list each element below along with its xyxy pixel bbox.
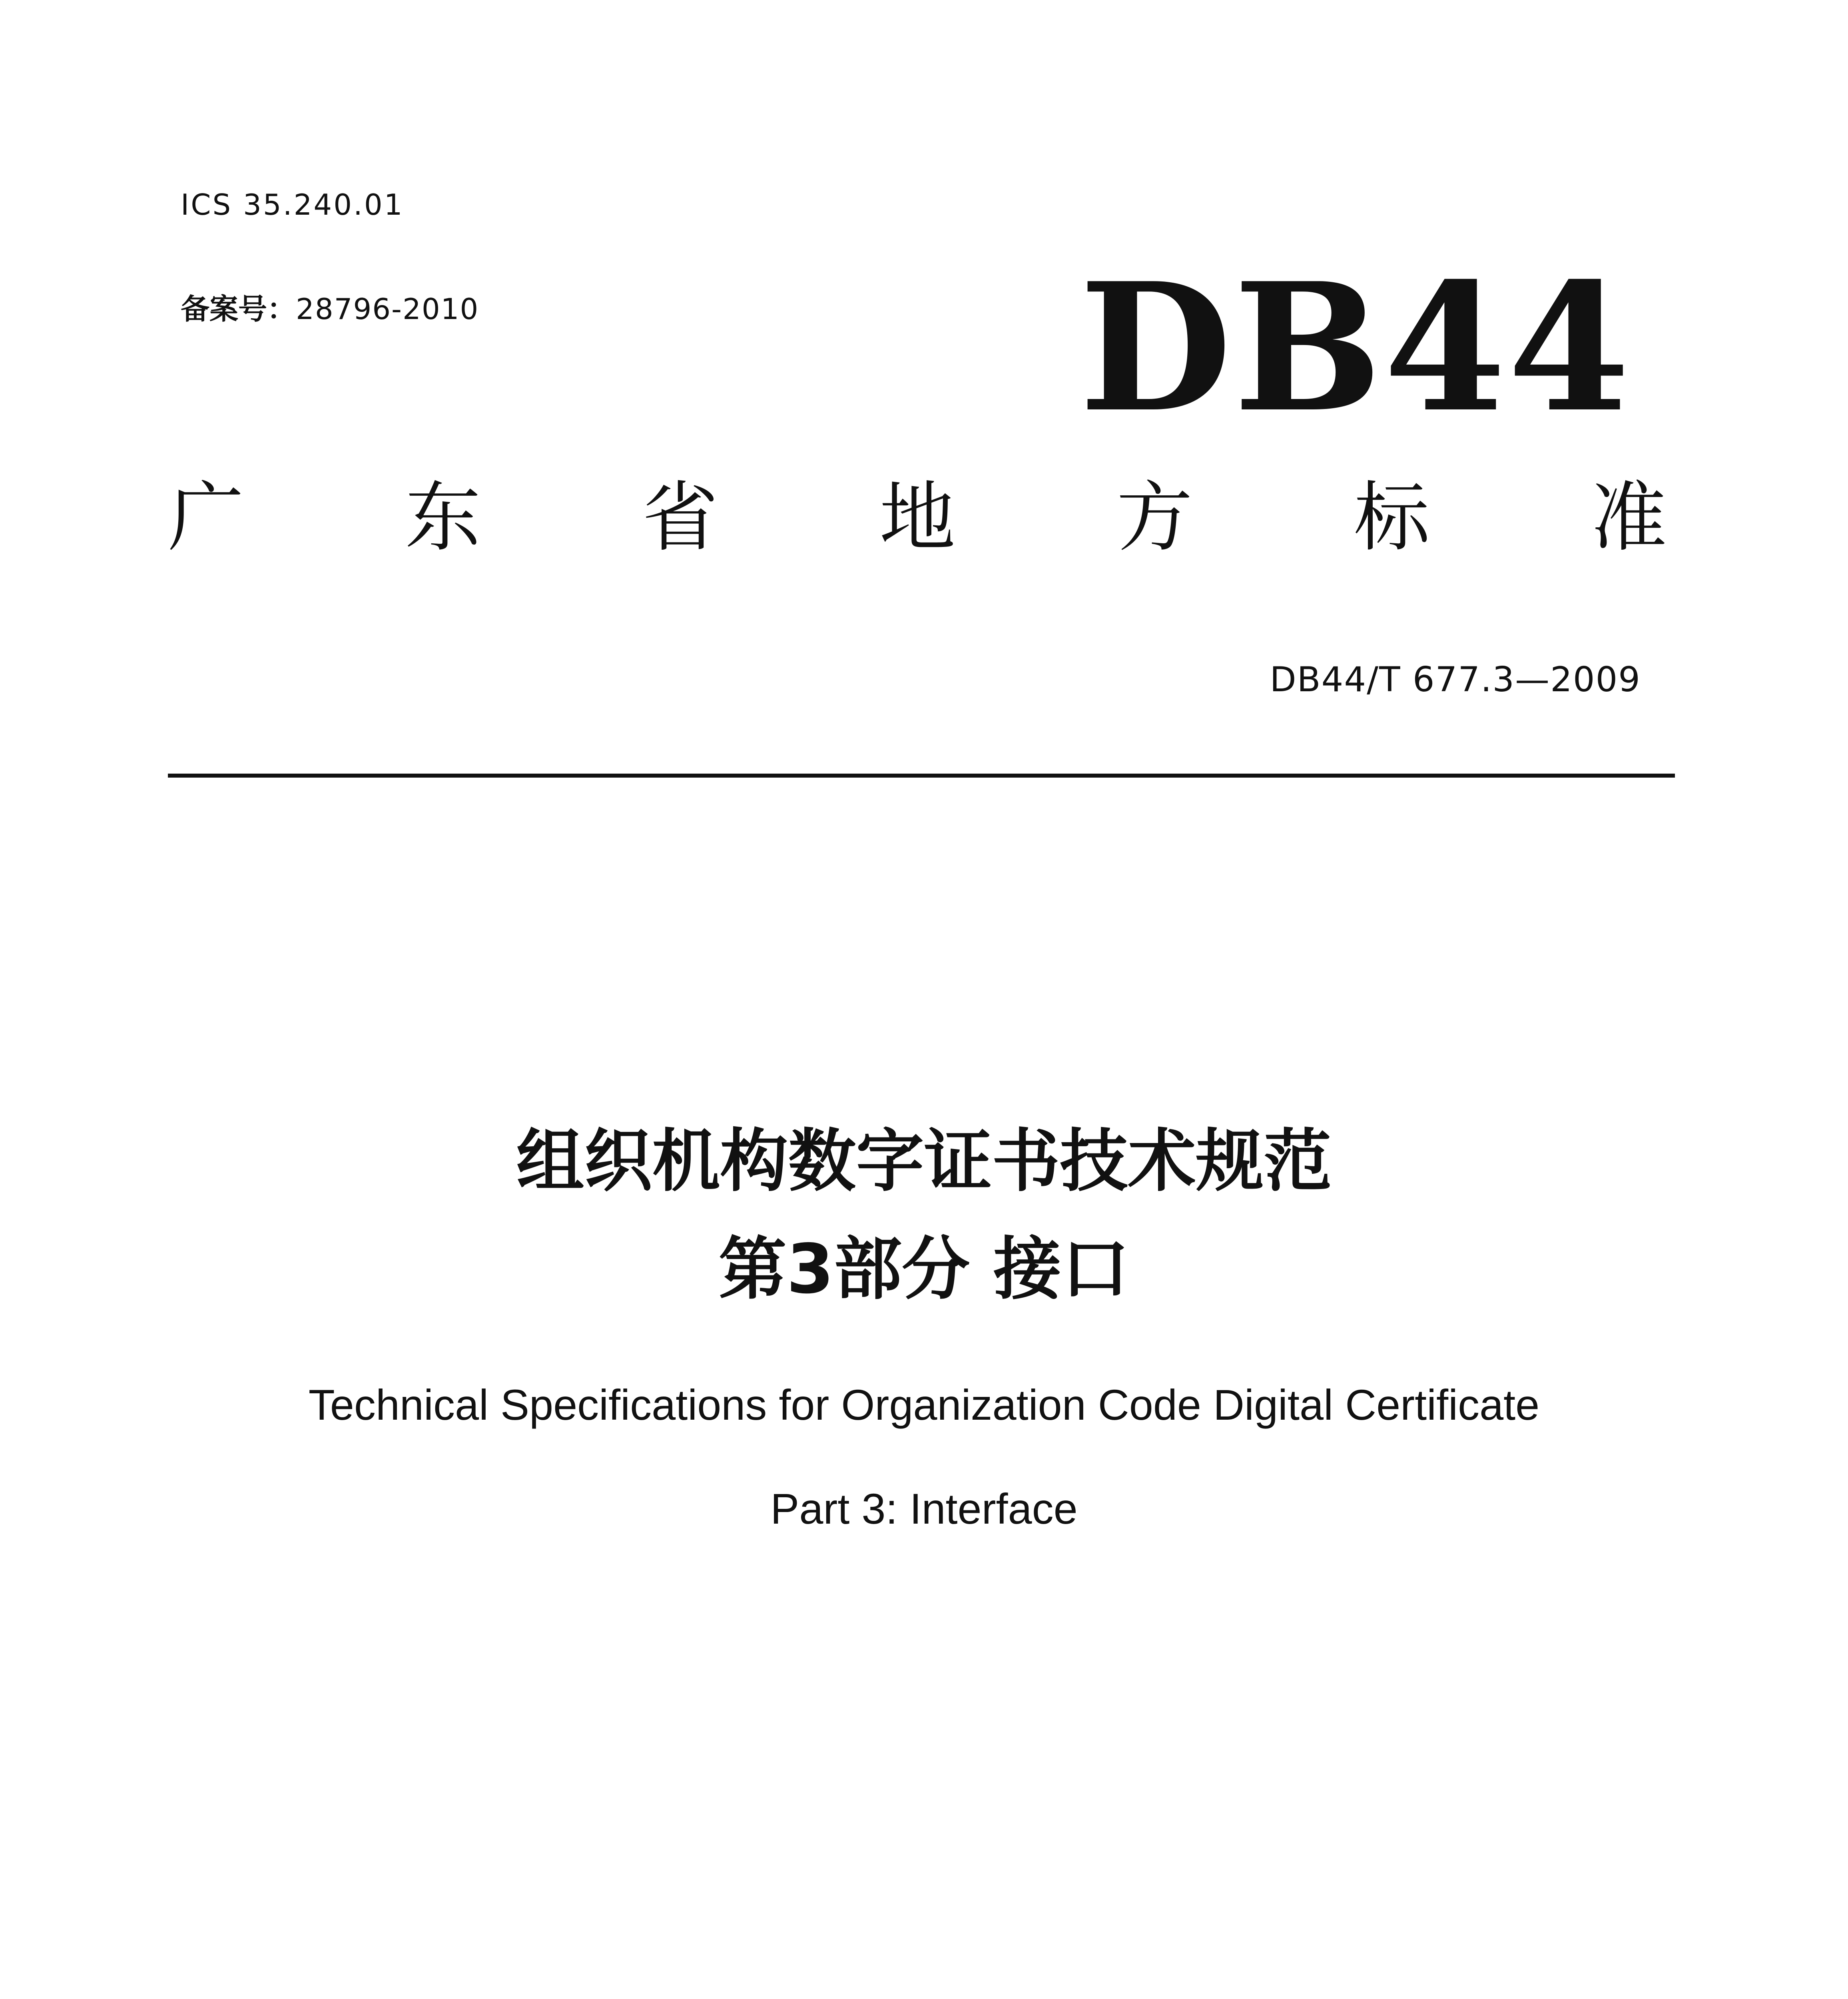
standard-code: DB44/T 677.3—2009 bbox=[1270, 660, 1641, 700]
standard-title-char: 广 bbox=[168, 473, 244, 562]
standard-title-char: 东 bbox=[405, 473, 481, 562]
standard-title-char: 省 bbox=[642, 473, 718, 562]
document-part-en: Part 3: Interface bbox=[770, 1484, 1078, 1533]
record-number bbox=[181, 286, 479, 327]
db44-logo: DB44 bbox=[1079, 244, 1632, 451]
record-number-value: 28796-2010 bbox=[296, 292, 479, 326]
document-part-zh: 第3部分 接口 bbox=[718, 1230, 1130, 1309]
standard-title-char: 方 bbox=[1116, 473, 1193, 562]
standard-title-char: 准 bbox=[1591, 473, 1667, 562]
document-title-en: Technical Specifications for Organization Code Digital Certificate bbox=[308, 1381, 1540, 1429]
ics-code: ICS 35.240.01 bbox=[181, 188, 404, 221]
top-divider bbox=[168, 774, 1675, 778]
record-label: 备案号： bbox=[181, 292, 296, 326]
document-title-zh: 组织机构数字证书技术规范 bbox=[516, 1122, 1332, 1201]
standard-title-char: 标 bbox=[1354, 473, 1430, 562]
standard-title-char: 地 bbox=[879, 473, 955, 562]
standard-title bbox=[168, 473, 1667, 562]
